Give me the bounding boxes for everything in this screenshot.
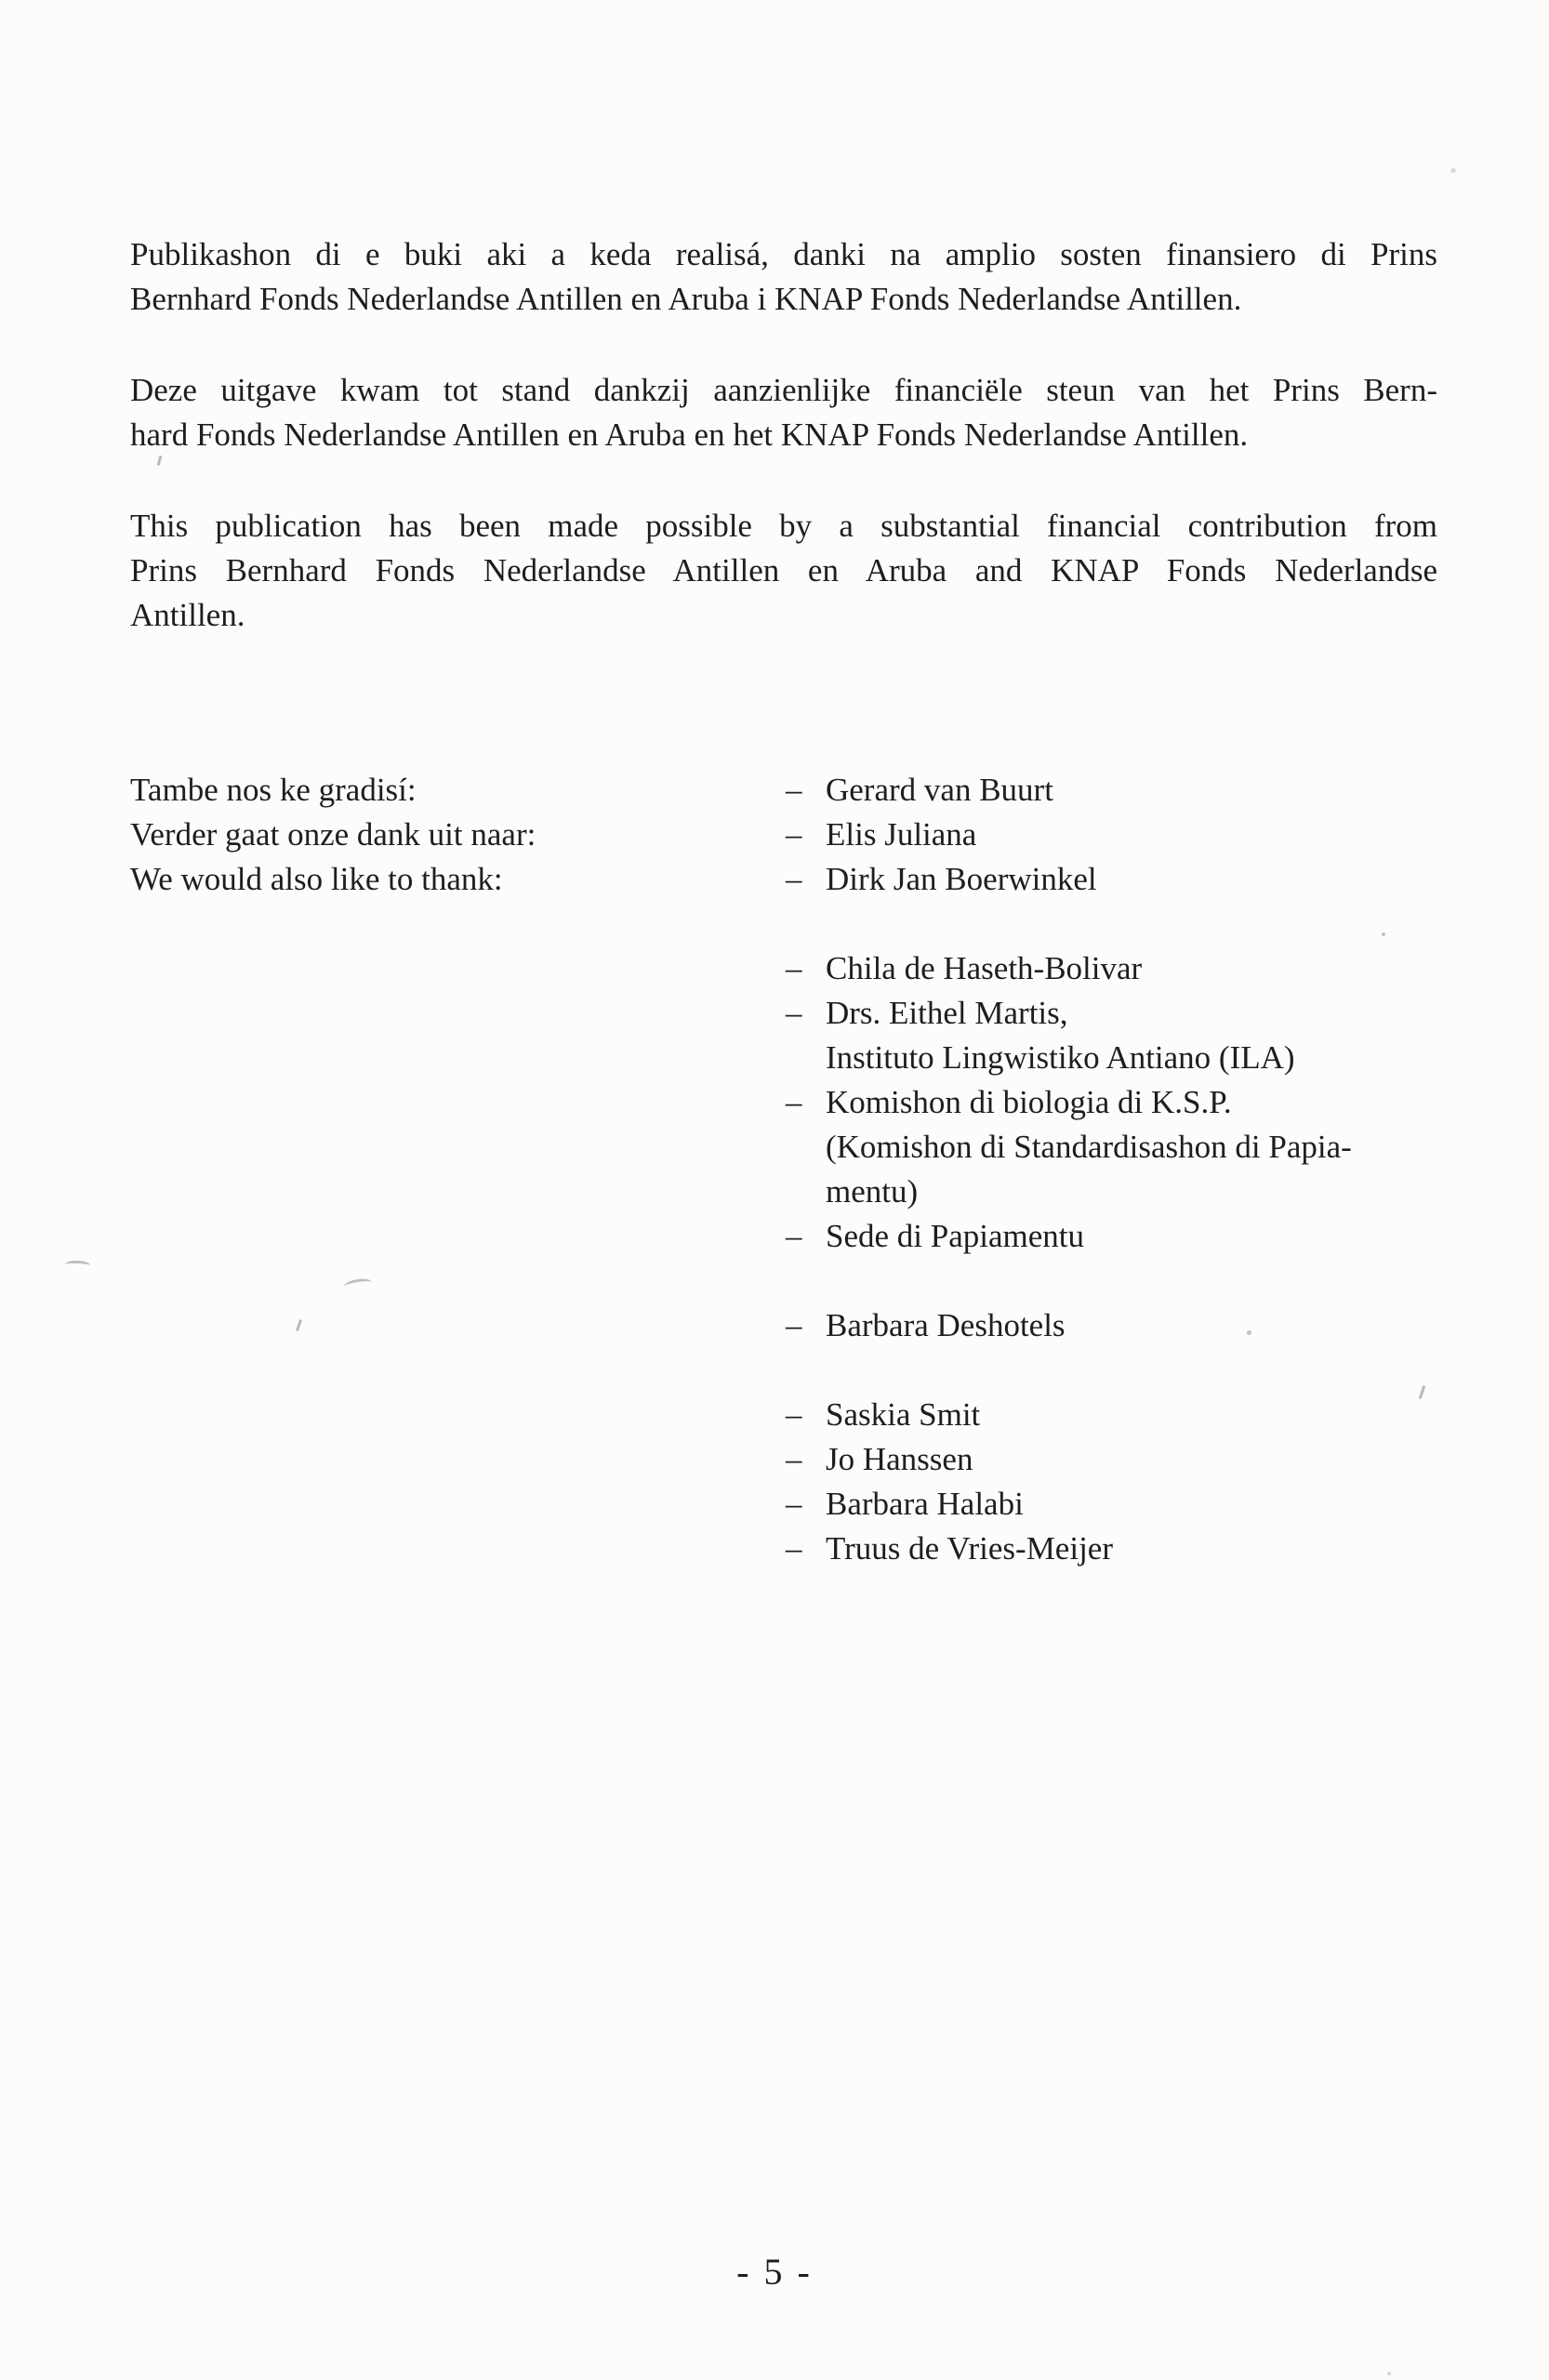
- list-item: [786, 1393, 1455, 1437]
- list-item: [786, 768, 1455, 813]
- list-item: [786, 1303, 1455, 1348]
- dash-marker: –: [786, 861, 802, 897]
- list-item: [786, 991, 1455, 1080]
- paragraph-english: [130, 504, 1437, 638]
- name-line: Dirk Jan Boerwinkel: [826, 861, 1097, 897]
- dash-marker: –: [786, 1307, 802, 1343]
- name-line: (Komishon di Standardisashon di Papia-: [826, 1129, 1352, 1165]
- name-line: mentu): [826, 1173, 919, 1210]
- scan-artifact-mark: [296, 1319, 302, 1331]
- name-line: Komishon di biologia di K.S.P.: [826, 1084, 1232, 1120]
- thanks-intro: [130, 768, 744, 902]
- thanks-group: [786, 946, 1455, 1259]
- dash-marker: –: [786, 1084, 802, 1120]
- name-line: Drs. Eithel Martis,: [826, 995, 1068, 1031]
- list-item: [786, 1527, 1455, 1571]
- dash-marker: –: [786, 816, 802, 853]
- paragraph-line: hard Fonds Nederlandse Antillen en Aruba en het KNAP Fonds Nederlandse Antillen.: [130, 416, 1249, 453]
- name-line: Jo Hanssen: [826, 1441, 973, 1477]
- paragraph-line: Bernhard Fonds Nederlandse Antillen en Aruba i KNAP Fonds Nederlandse Antillen.: [130, 281, 1242, 317]
- name-line: Barbara Halabi: [826, 1486, 1024, 1522]
- dash-marker: –: [786, 995, 802, 1031]
- dash-marker: –: [786, 1530, 802, 1567]
- scan-artifact-speck: [1450, 168, 1456, 173]
- name-line: Gerard van Buurt: [826, 772, 1053, 808]
- name-line: Chila de Haseth-Bolivar: [826, 950, 1143, 986]
- paragraph-line: Prins Bernhard Fonds Nederlandse Antillen en Aruba and KNAP Fonds Nederlandse: [130, 552, 1437, 588]
- name-line: Saskia Smit: [826, 1396, 981, 1433]
- page-number: - 5 -: [736, 2251, 813, 2293]
- list-item: [786, 1437, 1455, 1482]
- name-line: Elis Juliana: [826, 816, 977, 853]
- paragraph-line: Publikashon di e buki aki a keda realisá, danki na amplio sosten finansiero di Prins: [130, 236, 1437, 272]
- dash-marker: –: [786, 1396, 802, 1433]
- dash-marker: –: [786, 1218, 802, 1254]
- paragraph-dutch: [130, 368, 1437, 457]
- list-item: [786, 946, 1455, 991]
- paragraph-line: Deze uitgave kwam tot stand dankzij aanzienlijke financiële steun van het Prins Bern-: [130, 372, 1437, 408]
- scan-artifact-mark: [343, 1277, 372, 1292]
- name-line: Instituto Lingwistiko Antiano (ILA): [826, 1039, 1295, 1076]
- thanks-group: [786, 768, 1455, 902]
- dash-marker: –: [786, 950, 802, 986]
- paragraph-line: Antillen.: [130, 597, 245, 633]
- name-line: Truus de Vries-Meijer: [826, 1530, 1113, 1567]
- list-item: [786, 1482, 1455, 1527]
- paragraph-line: This publication has been made possible by a substantial financial contribution from: [130, 508, 1437, 544]
- list-item: [786, 1214, 1455, 1259]
- thanks-name-list: [786, 768, 1455, 1616]
- name-line: Barbara Deshotels: [826, 1307, 1066, 1343]
- thanks-group: [786, 1393, 1455, 1571]
- dash-marker: –: [786, 772, 802, 808]
- thanks-group: [786, 1303, 1455, 1348]
- dash-marker: –: [786, 1486, 802, 1522]
- thanks-intro-line-papiamento: Tambe nos ke gradisí:: [130, 772, 417, 808]
- list-item: [786, 857, 1455, 902]
- scan-artifact-mark: [65, 1261, 90, 1270]
- list-item: [786, 1080, 1455, 1214]
- thanks-intro-line-dutch: Verder gaat onze dank uit naar:: [130, 816, 536, 853]
- dash-marker: –: [786, 1441, 802, 1477]
- scan-artifact-speck: [1387, 2372, 1391, 2375]
- thanks-intro-line-english: We would also like to thank:: [130, 861, 503, 897]
- acknowledgement-paragraphs: [130, 232, 1437, 684]
- paragraph-papiamento: [130, 232, 1437, 322]
- name-line: Sede di Papiamentu: [826, 1218, 1085, 1254]
- list-item: [786, 813, 1455, 857]
